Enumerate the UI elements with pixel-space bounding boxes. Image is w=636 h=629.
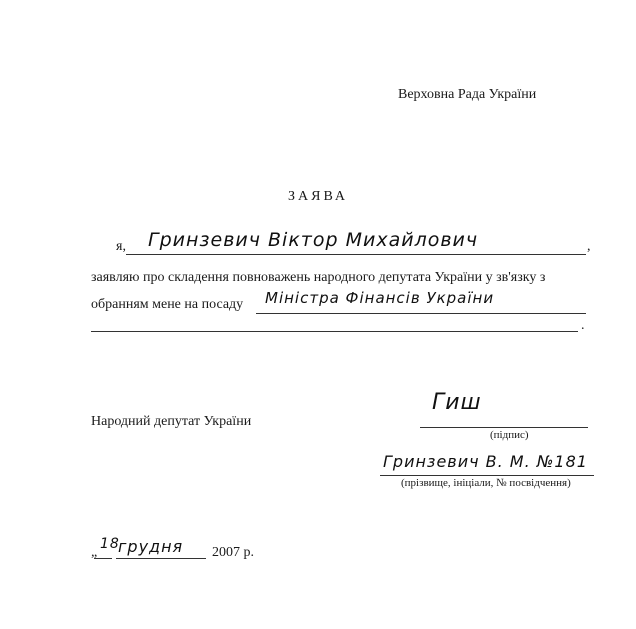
date-open-quote: „ <box>91 545 98 560</box>
deputy-label: Народний депутат України <box>91 414 252 429</box>
period: . <box>581 318 585 333</box>
document-title: ЗАЯВА <box>287 189 349 204</box>
position-underline <box>256 313 586 314</box>
day-underline <box>94 558 112 559</box>
name-number-caption: (прізвище, ініціали, № посвідчення) <box>401 477 571 489</box>
handwritten-full-name: Гринзевич Віктор Михайлович <box>148 229 479 251</box>
blank-underline <box>91 331 578 332</box>
statement-line-1: заявляю про складення повноважень народного депутата України у зв'язку з <box>91 270 546 285</box>
comma: , <box>587 239 591 254</box>
statement-line-2: обранням мене на посаду <box>91 297 244 312</box>
signature: Гиш <box>432 390 482 415</box>
handwritten-position: Міністра Фінансів України <box>265 289 495 307</box>
signature-caption: (підпис) <box>490 429 529 441</box>
handwritten-name-and-number: Гринзевич В. М. №181 <box>383 452 588 471</box>
handwritten-month: грудня <box>118 537 184 556</box>
month-underline <box>116 558 206 559</box>
handwritten-day: 18 <box>100 536 120 552</box>
name-underline <box>126 254 586 255</box>
pronoun-label: я, <box>116 239 126 254</box>
signature-underline <box>420 427 588 428</box>
year-text: 2007 р. <box>212 545 254 560</box>
addressee: Верховна Рада України <box>398 87 537 102</box>
name-number-underline <box>380 475 594 476</box>
